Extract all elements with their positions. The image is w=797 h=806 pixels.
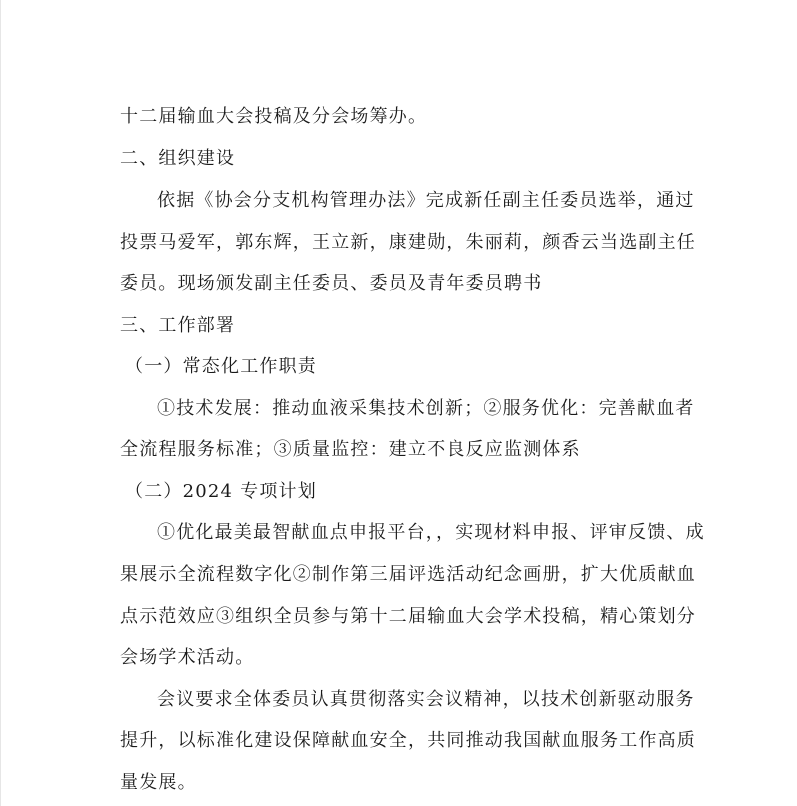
- section-heading: 二、组织建设: [120, 148, 236, 169]
- paragraph-line: 果展示全流程数字化②制作第三届评选活动纪念画册，扩大优质献血: [120, 564, 696, 585]
- paragraph-line: ①技术发展：推动血液采集技术创新；②服务优化：完善献血者: [157, 398, 695, 419]
- paragraph-line: ①优化最美最智献血点申报平台，，实现材料申报、评审反馈、成: [157, 522, 705, 543]
- paragraph-line: 全流程服务标准；③质量监控：建立不良反应监测体系: [120, 439, 581, 460]
- paragraph-line: 依据《协会分支机构管理办法》完成新任副主任委员选举，通过: [157, 190, 695, 211]
- paragraph-line: 量发展。: [120, 772, 197, 793]
- section-heading: 三、工作部署: [120, 315, 236, 336]
- subsection-heading: （二）2024 专项计划: [125, 481, 317, 502]
- paragraph-line: 会场学术活动。: [120, 647, 255, 668]
- paragraph-line: 提升，以标准化建设保障献血安全，共同推动我国献血服务工作高质: [120, 730, 696, 751]
- paragraph-line: 投票马爱军，郭东辉，王立新，康建勋，朱丽莉，颜香云当选副主任: [120, 232, 696, 253]
- paragraph-line: 委员。现场颁发副主任委员、委员及青年委员聘书: [120, 273, 543, 294]
- subsection-heading: （一）常态化工作职责: [125, 356, 317, 377]
- paragraph-line: 十二届输血大会投稿及分会场筹办。: [120, 106, 428, 127]
- paragraph-line: 会议要求全体委员认真贯彻落实会议精神，以技术创新驱动服务: [157, 689, 695, 710]
- paragraph-line: 点示范效应③组织全员参与第十二届输血大会学术投稿，精心策划分: [120, 606, 696, 627]
